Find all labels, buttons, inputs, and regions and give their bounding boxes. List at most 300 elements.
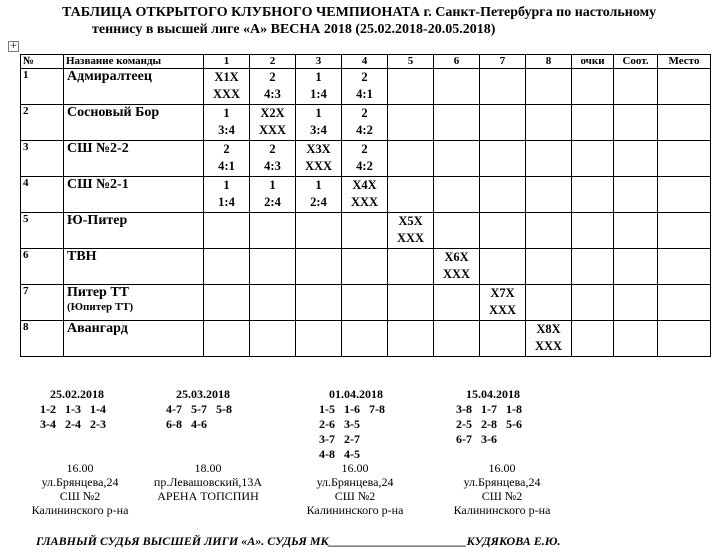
schedule-block bbox=[40, 387, 106, 432]
schedule-matches: 6-8 4-6 bbox=[166, 417, 207, 431]
cell-points bbox=[480, 213, 525, 230]
title-line-2: теннису в высшей лиге «А» ВЕСНА 2018 (25.02.2018-20.05.2018) bbox=[92, 22, 496, 37]
cell-points bbox=[204, 213, 249, 230]
cell-points bbox=[250, 285, 295, 302]
venue-block bbox=[138, 461, 278, 503]
cell-points: X4X bbox=[352, 178, 377, 192]
title-line-1: ТАБЛИЦА ОТКРЫТОГО КЛУБНОГО ЧЕМПИОНАТА г. Санкт-Петербурга по настольному bbox=[62, 5, 657, 20]
score-cell bbox=[342, 213, 388, 249]
cell-score: 2:4 bbox=[310, 195, 327, 209]
cell-score bbox=[434, 158, 479, 175]
cell-points: 1 bbox=[315, 70, 322, 84]
cell-score bbox=[388, 122, 433, 139]
score-cell bbox=[204, 285, 250, 321]
cell-score bbox=[204, 230, 249, 247]
cell-points: 2 bbox=[269, 142, 276, 156]
cell-points: 2 bbox=[361, 106, 368, 120]
team-name bbox=[64, 321, 204, 357]
place-cell bbox=[658, 249, 711, 285]
points-cell bbox=[572, 249, 614, 285]
cell-points bbox=[296, 285, 341, 302]
cell-score bbox=[388, 266, 433, 283]
header-cell: 6 bbox=[434, 55, 480, 69]
cell-score bbox=[480, 266, 525, 283]
ratio-cell bbox=[614, 105, 658, 141]
cell-points bbox=[204, 285, 249, 302]
cell-score: 3:4 bbox=[218, 123, 235, 137]
cell-points bbox=[388, 141, 433, 158]
cell-points bbox=[434, 321, 479, 338]
score-cell bbox=[480, 141, 526, 177]
cell-score bbox=[434, 194, 479, 211]
score-cell bbox=[388, 105, 434, 141]
score-cell bbox=[296, 249, 342, 285]
cell-score bbox=[388, 302, 433, 319]
cell-score: 4:1 bbox=[356, 87, 373, 101]
cell-points bbox=[296, 249, 341, 266]
score-cell bbox=[388, 285, 434, 321]
cell-points bbox=[204, 321, 249, 338]
venue-line: Калининского р-на bbox=[306, 503, 404, 517]
cell-points bbox=[480, 141, 525, 158]
schedule-date: 01.04.2018 bbox=[329, 387, 383, 401]
cell-points bbox=[480, 249, 525, 266]
team-name bbox=[64, 213, 204, 249]
place-cell bbox=[658, 177, 711, 213]
score-cell bbox=[434, 177, 480, 213]
score-cell bbox=[388, 249, 434, 285]
cell-score: 4:2 bbox=[356, 123, 373, 137]
score-cell bbox=[204, 249, 250, 285]
cell-points bbox=[388, 321, 433, 338]
results-table bbox=[20, 54, 711, 357]
cell-points: X7X bbox=[490, 286, 515, 300]
cell-score bbox=[342, 302, 387, 319]
venue-line: АРЕНА ТОПСПИН bbox=[157, 489, 259, 503]
schedule-matches: 3-7 2-7 bbox=[319, 432, 360, 446]
team-name-text: Ю-Питер bbox=[67, 213, 128, 228]
score-cell bbox=[250, 249, 296, 285]
score-cell bbox=[434, 285, 480, 321]
cell-points: 1 bbox=[269, 178, 276, 192]
team-name-text: Питер ТТ bbox=[67, 285, 130, 300]
cell-score bbox=[526, 122, 571, 139]
cell-score bbox=[480, 86, 525, 103]
place-cell bbox=[658, 105, 711, 141]
score-cell bbox=[434, 105, 480, 141]
cell-score bbox=[250, 302, 295, 319]
team-name-text: Сосновый Бор bbox=[67, 105, 160, 120]
schedule-matches: 4-7 5-7 5-8 bbox=[166, 402, 232, 416]
score-cell bbox=[434, 321, 480, 357]
score-cell bbox=[296, 177, 342, 213]
score-cell bbox=[526, 213, 572, 249]
cell-points bbox=[388, 69, 433, 86]
footer-signature: ГЛАВНЫЙ СУДЬЯ ВЫСШЕЙ ЛИГИ «А». СУДЬЯ МК_______________________КУДЯКОВА Е.Ю. bbox=[36, 534, 561, 548]
cell-score bbox=[480, 194, 525, 211]
schedule-matches: 3-8 1-7 1-8 bbox=[456, 402, 522, 416]
cell-score bbox=[434, 302, 479, 319]
diagonal-cell bbox=[296, 141, 342, 177]
cell-points: 2 bbox=[269, 70, 276, 84]
ratio-cell bbox=[614, 321, 658, 357]
cell-score bbox=[526, 86, 571, 103]
cell-score bbox=[388, 158, 433, 175]
score-cell bbox=[296, 285, 342, 321]
cell-score bbox=[480, 158, 525, 175]
cell-points: 2 bbox=[223, 142, 230, 156]
cell-score bbox=[296, 302, 341, 319]
cell-score bbox=[526, 158, 571, 175]
cell-score: 1:4 bbox=[310, 87, 327, 101]
cell-points bbox=[434, 177, 479, 194]
table-row bbox=[21, 105, 711, 141]
cell-score bbox=[388, 86, 433, 103]
points-cell bbox=[572, 69, 614, 105]
cell-points bbox=[434, 69, 479, 86]
schedule-matches: 1-2 1-3 1-4 bbox=[40, 402, 106, 416]
cell-points bbox=[526, 105, 571, 122]
schedule-matches: 6-7 3-6 bbox=[456, 432, 497, 446]
team-name bbox=[64, 177, 204, 213]
cell-points: 1 bbox=[223, 106, 230, 120]
cell-score bbox=[526, 230, 571, 247]
cell-points: X3X bbox=[306, 142, 331, 156]
score-cell bbox=[204, 141, 250, 177]
cell-score bbox=[434, 86, 479, 103]
score-cell bbox=[204, 105, 250, 141]
team-number: 4 bbox=[21, 177, 64, 213]
team-name-text: ТВН bbox=[67, 249, 97, 264]
score-cell bbox=[526, 105, 572, 141]
table-row bbox=[21, 177, 711, 213]
venue-time: 16.00 bbox=[66, 461, 94, 475]
score-cell bbox=[342, 69, 388, 105]
team-name-text: СШ №2-1 bbox=[67, 177, 129, 192]
cell-score bbox=[388, 338, 433, 355]
ratio-cell bbox=[614, 213, 658, 249]
header-cell: Название команды bbox=[64, 55, 204, 69]
score-cell bbox=[388, 321, 434, 357]
cell-score: XXX bbox=[534, 339, 563, 353]
cell-points bbox=[296, 321, 341, 338]
team-number: 2 bbox=[21, 105, 64, 141]
team-name bbox=[64, 141, 204, 177]
score-cell bbox=[434, 69, 480, 105]
venue-line: СШ №2 bbox=[59, 489, 101, 503]
cell-points: 1 bbox=[315, 106, 322, 120]
cell-score bbox=[296, 266, 341, 283]
venue-line: Калининского р-на bbox=[453, 503, 551, 517]
cell-points: 2 bbox=[361, 142, 368, 156]
cell-points: X6X bbox=[444, 250, 469, 264]
cell-score bbox=[434, 122, 479, 139]
cell-points bbox=[526, 69, 571, 86]
cell-points bbox=[388, 249, 433, 266]
cell-points: X8X bbox=[536, 322, 561, 336]
cell-points bbox=[342, 213, 387, 230]
header-cell: 2 bbox=[250, 55, 296, 69]
score-cell bbox=[526, 249, 572, 285]
cell-points bbox=[388, 285, 433, 302]
schedule-matches: 3-4 2-4 2-3 bbox=[40, 417, 106, 431]
cell-score bbox=[480, 122, 525, 139]
team-number: 3 bbox=[21, 141, 64, 177]
schedule-matches: 2-5 2-8 5-6 bbox=[456, 417, 522, 431]
header-cell: № bbox=[21, 55, 64, 69]
cell-score bbox=[296, 338, 341, 355]
score-cell bbox=[296, 69, 342, 105]
cell-score bbox=[342, 338, 387, 355]
team-number: 8 bbox=[21, 321, 64, 357]
team-name bbox=[64, 249, 204, 285]
cell-points bbox=[480, 177, 525, 194]
place-cell bbox=[658, 69, 711, 105]
points-cell bbox=[572, 177, 614, 213]
score-cell bbox=[342, 285, 388, 321]
diagonal-cell bbox=[250, 105, 296, 141]
cell-score: 2:4 bbox=[264, 195, 281, 209]
place-cell bbox=[658, 321, 711, 357]
diagonal-cell bbox=[526, 321, 572, 357]
table-row bbox=[21, 321, 711, 357]
schedule-date: 25.02.2018 bbox=[50, 387, 104, 401]
score-cell bbox=[388, 69, 434, 105]
table-row bbox=[21, 213, 711, 249]
score-cell bbox=[250, 285, 296, 321]
table-header-row bbox=[21, 55, 711, 69]
cell-points bbox=[434, 105, 479, 122]
score-cell bbox=[480, 69, 526, 105]
venue-line: Калининского р-на bbox=[31, 503, 129, 517]
cell-score: XXX bbox=[304, 159, 333, 173]
header-cell: Место bbox=[658, 55, 711, 69]
cell-points bbox=[480, 69, 525, 86]
schedule-date: 25.03.2018 bbox=[176, 387, 230, 401]
score-cell bbox=[388, 141, 434, 177]
schedule-matches: 1-5 1-6 7-8 bbox=[319, 402, 385, 416]
diagonal-cell bbox=[434, 249, 480, 285]
score-cell bbox=[434, 141, 480, 177]
venue-line: пр.Левашовский,13А bbox=[153, 475, 263, 489]
score-cell bbox=[526, 69, 572, 105]
team-number: 5 bbox=[21, 213, 64, 249]
score-cell bbox=[204, 177, 250, 213]
ratio-cell bbox=[614, 249, 658, 285]
score-cell bbox=[250, 321, 296, 357]
schedule-block bbox=[166, 387, 232, 432]
score-cell bbox=[526, 285, 572, 321]
team-name bbox=[64, 285, 204, 321]
diagonal-cell bbox=[204, 69, 250, 105]
header-cell: 4 bbox=[342, 55, 388, 69]
cell-points: X2X bbox=[260, 106, 285, 120]
cell-score bbox=[434, 338, 479, 355]
cell-points bbox=[342, 321, 387, 338]
score-cell bbox=[480, 177, 526, 213]
cell-points bbox=[526, 177, 571, 194]
venue-line: СШ №2 bbox=[481, 489, 523, 503]
cell-points: X1X bbox=[214, 70, 239, 84]
score-cell bbox=[250, 69, 296, 105]
table-move-handle-icon[interactable]: + bbox=[9, 41, 18, 51]
score-cell bbox=[204, 213, 250, 249]
score-cell bbox=[342, 105, 388, 141]
cell-score: 3:4 bbox=[310, 123, 327, 137]
cell-points bbox=[296, 213, 341, 230]
place-cell bbox=[658, 285, 711, 321]
cell-score bbox=[250, 266, 295, 283]
cell-score bbox=[526, 194, 571, 211]
cell-points bbox=[434, 285, 479, 302]
score-cell bbox=[342, 249, 388, 285]
cell-score bbox=[526, 302, 571, 319]
team-name bbox=[64, 105, 204, 141]
cell-score bbox=[250, 338, 295, 355]
score-cell bbox=[296, 105, 342, 141]
cell-points bbox=[480, 321, 525, 338]
score-cell bbox=[434, 213, 480, 249]
schedule-matches: 4-8 4-5 bbox=[319, 447, 360, 461]
score-cell bbox=[526, 141, 572, 177]
venue-line: ул.Брянцева,24 bbox=[463, 475, 541, 489]
points-cell bbox=[572, 213, 614, 249]
table-row bbox=[21, 285, 711, 321]
cell-score: 4:3 bbox=[264, 87, 281, 101]
cell-score: XXX bbox=[258, 123, 287, 137]
table-row bbox=[21, 249, 711, 285]
header-cell: очки bbox=[572, 55, 614, 69]
venue-time: 16.00 bbox=[341, 461, 369, 475]
cell-score: XXX bbox=[212, 87, 241, 101]
table-row bbox=[21, 141, 711, 177]
cell-score: XXX bbox=[350, 195, 379, 209]
table-row bbox=[21, 69, 711, 105]
cell-score: 4:2 bbox=[356, 159, 373, 173]
ratio-cell bbox=[614, 285, 658, 321]
venue-block bbox=[446, 461, 558, 517]
score-cell bbox=[480, 321, 526, 357]
diagonal-cell bbox=[342, 177, 388, 213]
cell-points bbox=[526, 285, 571, 302]
cell-score bbox=[480, 338, 525, 355]
header-cell: Соот. bbox=[614, 55, 658, 69]
team-name-text: СШ №2-2 bbox=[67, 141, 129, 156]
team-name-text: Авангард bbox=[67, 321, 128, 336]
cell-points bbox=[434, 213, 479, 230]
schedule-date: 15.04.2018 bbox=[466, 387, 520, 401]
score-cell bbox=[342, 141, 388, 177]
cell-points bbox=[250, 213, 295, 230]
cell-score: XXX bbox=[396, 231, 425, 245]
team-number: 7 bbox=[21, 285, 64, 321]
place-cell bbox=[658, 141, 711, 177]
cell-score: 4:3 bbox=[264, 159, 281, 173]
cell-points: 1 bbox=[315, 178, 322, 192]
venue-block bbox=[20, 461, 140, 517]
team-number: 6 bbox=[21, 249, 64, 285]
score-cell bbox=[342, 321, 388, 357]
points-cell bbox=[572, 321, 614, 357]
cell-points: 1 bbox=[223, 178, 230, 192]
ratio-cell bbox=[614, 141, 658, 177]
cell-score: 1:4 bbox=[218, 195, 235, 209]
score-cell bbox=[250, 213, 296, 249]
cell-score bbox=[296, 230, 341, 247]
score-cell bbox=[250, 177, 296, 213]
cell-score bbox=[526, 266, 571, 283]
cell-points bbox=[434, 141, 479, 158]
cell-score: 4:1 bbox=[218, 159, 235, 173]
cell-score bbox=[342, 266, 387, 283]
cell-score bbox=[204, 302, 249, 319]
score-cell bbox=[480, 105, 526, 141]
header-cell: 1 bbox=[204, 55, 250, 69]
cell-points bbox=[526, 249, 571, 266]
cell-score bbox=[204, 266, 249, 283]
schedule-matches: 2-6 3-5 bbox=[319, 417, 360, 431]
cell-score bbox=[434, 230, 479, 247]
score-cell bbox=[250, 141, 296, 177]
cell-points bbox=[204, 249, 249, 266]
points-cell bbox=[572, 141, 614, 177]
cell-points bbox=[388, 177, 433, 194]
cell-points bbox=[342, 249, 387, 266]
score-cell bbox=[480, 213, 526, 249]
schedule-block bbox=[319, 387, 385, 462]
cell-score bbox=[250, 230, 295, 247]
ratio-cell bbox=[614, 69, 658, 105]
cell-points bbox=[342, 285, 387, 302]
cell-points bbox=[250, 249, 295, 266]
header-cell: 8 bbox=[526, 55, 572, 69]
points-cell bbox=[572, 285, 614, 321]
diagonal-cell bbox=[388, 213, 434, 249]
venue-line: ул.Брянцева,24 bbox=[41, 475, 119, 489]
cell-points bbox=[388, 105, 433, 122]
schedule-block bbox=[456, 387, 522, 447]
team-name-text: Адмиралтеец bbox=[67, 69, 152, 84]
cell-score bbox=[480, 230, 525, 247]
venue-block bbox=[300, 461, 410, 517]
score-cell bbox=[204, 321, 250, 357]
venue-time: 16.00 bbox=[488, 461, 516, 475]
points-cell bbox=[572, 105, 614, 141]
cell-score: XXX bbox=[488, 303, 517, 317]
team-number: 1 bbox=[21, 69, 64, 105]
score-cell bbox=[296, 321, 342, 357]
team-name-subtitle: (Юпитер ТТ) bbox=[67, 301, 134, 313]
venue-line: СШ №2 bbox=[334, 489, 376, 503]
diagonal-cell bbox=[480, 285, 526, 321]
score-cell bbox=[526, 177, 572, 213]
header-cell: 3 bbox=[296, 55, 342, 69]
place-cell bbox=[658, 213, 711, 249]
cell-points bbox=[526, 141, 571, 158]
cell-score bbox=[388, 194, 433, 211]
team-name bbox=[64, 69, 204, 105]
cell-score bbox=[342, 230, 387, 247]
score-cell bbox=[296, 213, 342, 249]
cell-points: X5X bbox=[398, 214, 423, 228]
header-cell: 7 bbox=[480, 55, 526, 69]
header-cell: 5 bbox=[388, 55, 434, 69]
cell-points bbox=[480, 105, 525, 122]
cell-score bbox=[204, 338, 249, 355]
cell-points bbox=[526, 213, 571, 230]
cell-points bbox=[250, 321, 295, 338]
score-cell bbox=[388, 177, 434, 213]
